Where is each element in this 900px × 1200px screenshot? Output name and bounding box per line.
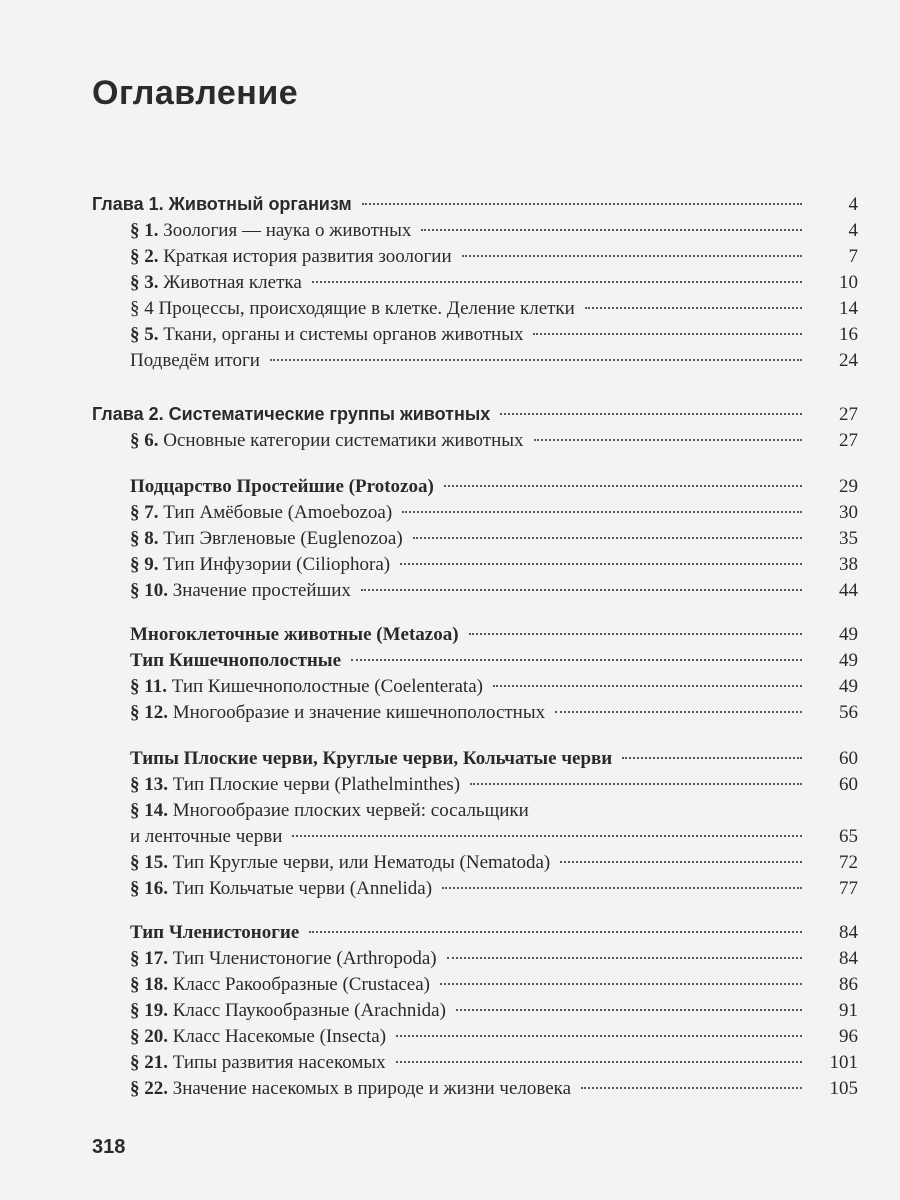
toc-chapter-row (92, 194, 858, 220)
section-number: § 19. (130, 1000, 168, 1021)
section-number: § 10. (130, 580, 168, 601)
entry-title: Тип Членистоногие (130, 922, 300, 943)
section-number: § 1. (130, 220, 159, 241)
toc-entry-label (130, 800, 529, 822)
toc-entry-row (130, 324, 858, 350)
section-number: § 5. (130, 324, 159, 345)
toc-entry-row (130, 1078, 858, 1104)
dot-leader (440, 983, 802, 985)
page-ref: 84 (839, 948, 858, 969)
page-ref: 29 (839, 476, 858, 497)
section-number: § 21. (130, 1052, 168, 1073)
toc-entry-row (130, 502, 858, 528)
toc-entry-row (130, 298, 858, 324)
toc-entry-row (130, 580, 858, 606)
section-number: § 18. (130, 974, 168, 995)
page-title: Оглавление (92, 74, 299, 112)
section-number: § 22. (130, 1078, 168, 1099)
entry-title: и ленточные черви (130, 826, 283, 847)
section-number: § 14. (130, 800, 168, 821)
toc-entry-label (130, 350, 260, 372)
dot-leader (533, 333, 802, 335)
toc-entry-row (130, 974, 858, 1000)
dot-leader (351, 659, 802, 661)
page-ref: 105 (829, 1078, 858, 1099)
toc-entry-row (130, 246, 858, 272)
toc-entry-label (92, 194, 352, 215)
dot-leader (413, 537, 802, 539)
page-ref: 24 (839, 350, 858, 371)
dot-leader (292, 835, 802, 837)
toc-entry-label (130, 430, 524, 452)
toc-entry-label (130, 878, 432, 900)
section-number: § 7. (130, 502, 159, 523)
dot-leader (470, 783, 802, 785)
toc-entry-row (130, 272, 858, 298)
entry-title: Тип Эвгленовые (Euglenozoa) (158, 528, 403, 549)
dot-leader (469, 633, 802, 635)
section-number: § 16. (130, 878, 168, 899)
toc-entry-row (130, 1052, 858, 1078)
toc-entry-label (130, 676, 483, 698)
page-ref: 14 (839, 298, 858, 319)
dot-leader (396, 1035, 802, 1037)
page-ref: 49 (839, 676, 858, 697)
dot-leader (270, 359, 802, 361)
entry-title: Основные категории систематики животных (158, 430, 524, 451)
toc-entry-label (130, 1000, 446, 1022)
page-ref: 10 (839, 272, 858, 293)
section-number: § 8. (130, 528, 159, 549)
toc-entry-row (130, 948, 858, 974)
toc-entry-row (130, 702, 858, 728)
toc-entry-label (130, 922, 299, 944)
page-ref: 72 (839, 852, 858, 873)
page-ref: 86 (839, 974, 858, 995)
entry-title: Тип Кишечнополостные (130, 650, 342, 671)
dot-leader (444, 485, 802, 487)
entry-title: Глава 1. Животный организм (92, 194, 352, 214)
toc-entry-row (130, 826, 858, 852)
page-ref: 96 (839, 1026, 858, 1047)
toc-entry-row (130, 430, 858, 456)
dot-leader (421, 229, 802, 231)
dot-leader (560, 861, 802, 863)
dot-leader (312, 281, 802, 283)
page-ref: 101 (829, 1052, 858, 1073)
section-number: § 6. (130, 430, 159, 451)
toc-entry-label (92, 404, 490, 425)
page-ref: 38 (839, 554, 858, 575)
toc-entry-label (130, 502, 392, 524)
entry-title: Тип Плоские черви (Plathelminthes) (168, 774, 461, 795)
dot-leader (462, 255, 802, 257)
toc-entry-label (130, 298, 575, 320)
page-ref: 60 (839, 774, 858, 795)
toc-entry-label (130, 246, 452, 268)
toc-entry-label (130, 748, 612, 770)
section-number: § 12. (130, 702, 168, 723)
page-ref: 7 (848, 246, 858, 267)
toc-entry-label (130, 580, 351, 602)
page-number: 318 (92, 1136, 126, 1158)
dot-leader (396, 1061, 802, 1063)
toc-entry-label (130, 1052, 386, 1074)
entry-title: Краткая история развития зоологии (158, 246, 452, 267)
toc-entry-label (130, 324, 523, 346)
toc-entry-row (130, 1000, 858, 1026)
section-number: § 9. (130, 554, 159, 575)
entry-title: Многообразие плоских червей: сосальщики (168, 800, 529, 821)
toc-entry-label (130, 852, 550, 874)
dot-leader (555, 711, 802, 713)
page-ref: 27 (839, 404, 858, 425)
entry-title: Значение насекомых в природе и жизни человека (168, 1078, 572, 1099)
toc-entry-row (130, 528, 858, 554)
entry-title: Тип Инфузории (Ciliophora) (158, 554, 391, 575)
page-ref: 65 (839, 826, 858, 847)
page-ref: 4 (848, 220, 858, 241)
entry-title: Класс Ракообразные (Crustacea) (168, 974, 431, 995)
dot-leader (500, 413, 802, 415)
toc-entry-label (130, 1078, 571, 1100)
entry-title: Животная клетка (158, 272, 302, 293)
page-ref: 49 (839, 650, 858, 671)
toc-entry-row (130, 554, 858, 580)
entry-title: Значение простейших (168, 580, 351, 601)
toc-entry-row (130, 878, 858, 904)
toc-entry-label (130, 272, 302, 294)
toc-entry-label (130, 974, 430, 996)
toc-entry-row (130, 774, 858, 800)
entry-title: Тип Круглые черви, или Нематоды (Nematoda) (168, 852, 551, 873)
page-ref: 60 (839, 748, 858, 769)
page-ref: 77 (839, 878, 858, 899)
page-ref: 44 (839, 580, 858, 601)
entry-title: Подцарство Простейшие (Protozoa) (130, 476, 434, 497)
dot-leader (493, 685, 802, 687)
toc-entry-label (130, 774, 460, 796)
section-number: § 13. (130, 774, 168, 795)
page-ref: 16 (839, 324, 858, 345)
page-ref: 84 (839, 922, 858, 943)
toc-entry-row (130, 800, 858, 826)
dot-leader (402, 511, 802, 513)
dot-leader (400, 563, 802, 565)
page-ref: 30 (839, 502, 858, 523)
toc-entry-label (130, 220, 411, 242)
page-ref: 35 (839, 528, 858, 549)
entry-title: Класс Насекомые (Insecta) (168, 1026, 387, 1047)
toc-group-row (130, 650, 858, 676)
entry-title: § 4 Процессы, происходящие в клетке. Деление клетки (130, 298, 575, 319)
toc-entry-label (130, 1026, 386, 1048)
toc-entry-row (130, 676, 858, 702)
dot-leader (622, 757, 802, 759)
toc-chapter-row (92, 404, 858, 430)
toc-group-row (130, 748, 858, 774)
toc-entry-row (130, 220, 858, 246)
toc-group-row (130, 624, 858, 650)
toc-entry-label (130, 826, 282, 848)
entry-title: Глава 2. Систематические группы животных (92, 404, 491, 424)
section-number: § 15. (130, 852, 168, 873)
toc-entry-label (130, 702, 545, 724)
entry-title: Типы развития насекомых (168, 1052, 386, 1073)
page-ref: 91 (839, 1000, 858, 1021)
dot-leader (585, 307, 802, 309)
toc-entry-row (130, 852, 858, 878)
page-ref: 56 (839, 702, 858, 723)
toc-entry-row (130, 1026, 858, 1052)
dot-leader (361, 589, 802, 591)
dot-leader (442, 887, 802, 889)
entry-title: Тип Кишечнополостные (Coelenterata) (166, 676, 483, 697)
toc-entry-row (130, 350, 858, 376)
section-number: § 20. (130, 1026, 168, 1047)
dot-leader (456, 1009, 802, 1011)
entry-title: Подведём итоги (130, 350, 260, 371)
dot-leader (309, 931, 802, 933)
toc-entry-label (130, 948, 437, 970)
dot-leader (581, 1087, 802, 1089)
toc-group-row (130, 922, 858, 948)
entry-title: Тип Кольчатые черви (Annelida) (168, 878, 433, 899)
page-ref: 4 (848, 194, 858, 215)
toc-entry-label (130, 528, 403, 550)
toc-group-row (130, 476, 858, 502)
page-ref: 49 (839, 624, 858, 645)
section-number: § 3. (130, 272, 159, 293)
toc-entry-label (130, 476, 434, 498)
dot-leader (534, 439, 802, 441)
entry-title: Класс Паукообразные (Arachnida) (168, 1000, 446, 1021)
entry-title: Тип Амёбовые (Amoebozoa) (158, 502, 393, 523)
toc-entry-label (130, 624, 459, 646)
entry-title: Тип Членистоногие (Arthropoda) (168, 948, 437, 969)
dot-leader (362, 203, 802, 205)
entry-title: Ткани, органы и системы органов животных (158, 324, 524, 345)
section-number: § 17. (130, 948, 168, 969)
entry-title: Многообразие и значение кишечнополостных (168, 702, 546, 723)
section-number: § 11. (130, 676, 167, 697)
entry-title: Типы Плоские черви, Круглые черви, Кольчатые черви (130, 748, 613, 769)
entry-title: Многоклеточные животные (Metazoa) (130, 624, 459, 645)
section-number: § 2. (130, 246, 159, 267)
toc-entry-label (130, 650, 341, 672)
dot-leader (447, 957, 802, 959)
page-ref: 27 (839, 430, 858, 451)
entry-title: Зоология — наука о животных (158, 220, 412, 241)
toc-entry-label (130, 554, 390, 576)
